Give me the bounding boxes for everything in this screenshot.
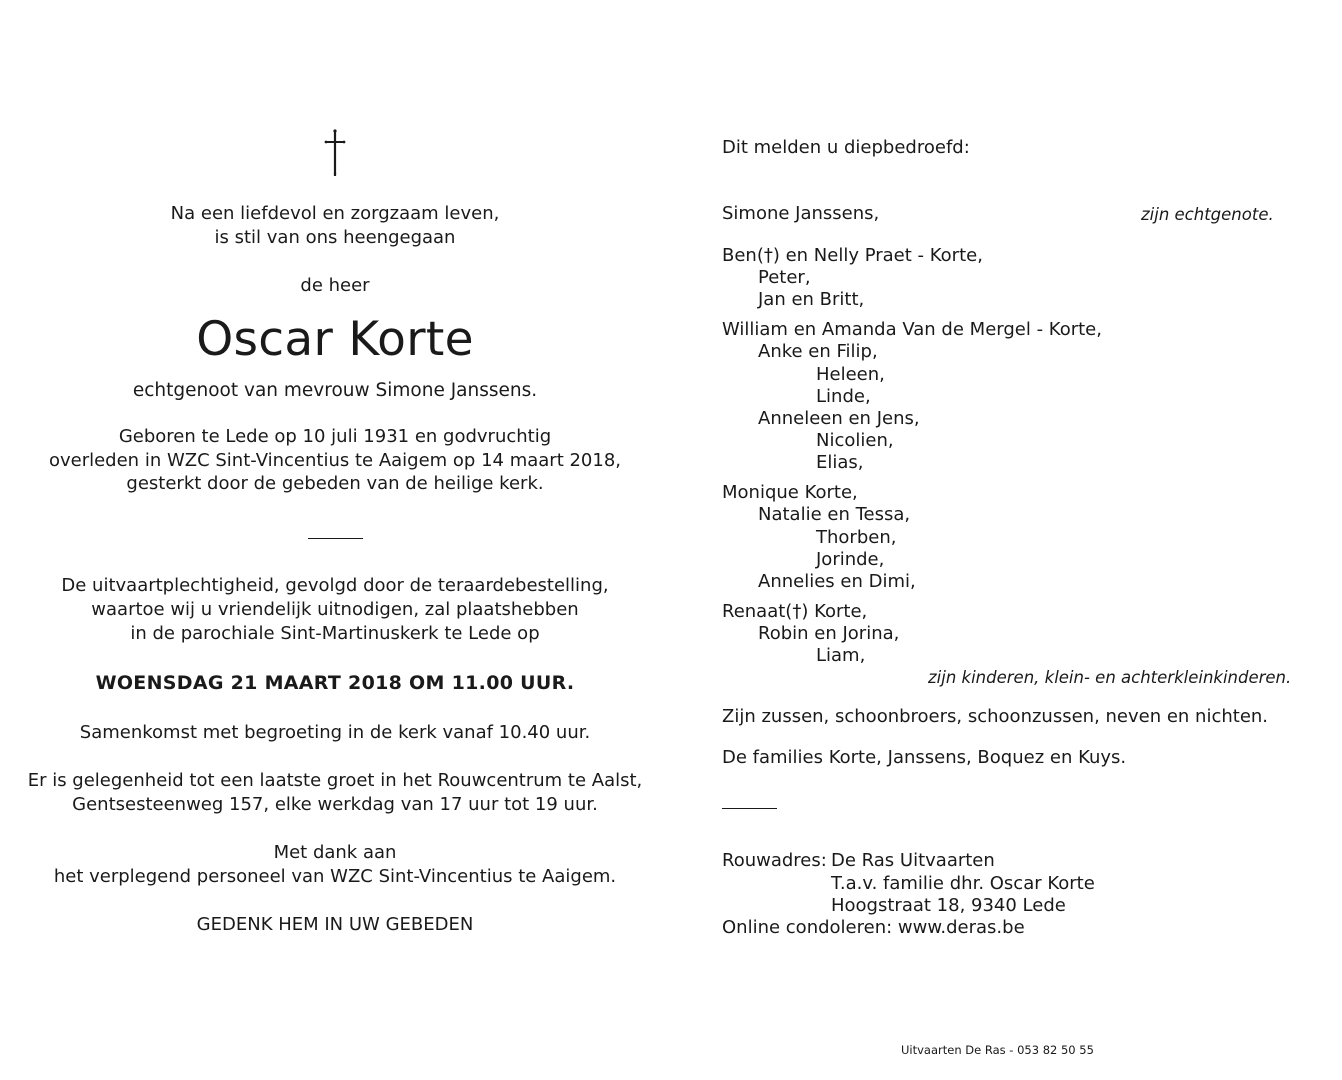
closing-line: GEDENK HEM IN UW GEBEDEN	[196, 914, 474, 935]
right-divider	[722, 808, 777, 809]
born-line-2: overleden in WZC Sint-Vincentius te Aaigem op 14 maart 2018,	[48, 450, 622, 471]
left-panel	[0, 0, 670, 1080]
intro-line-2: is stil van ons heengegaan	[214, 227, 456, 248]
children-role: zijn kinderen, klein- en achterkleinkinderen.	[928, 668, 1292, 687]
visit-line-2: Gentsesteenweg 157, elke werkdag van 17 uur tot 19 uur.	[72, 794, 598, 815]
family-line: Anke en Filip,	[758, 341, 878, 362]
divider-line	[308, 538, 363, 539]
family-line: Annelies en Dimi,	[758, 571, 916, 592]
address-line-1: De Ras Uitvaarten	[831, 850, 995, 871]
family-line: Monique Korte,	[722, 482, 858, 503]
intro-line-1: Na een liefdevol en zorgzaam leven,	[170, 203, 500, 224]
thanks-line-1: Met dank aan	[273, 842, 397, 863]
thanks-line-2: het verplegend personeel van WZC Sint-Vincentius te Aaigem.	[53, 866, 617, 887]
family-line: Nicolien,	[816, 430, 894, 451]
spouse-role: zijn echtgenote.	[1141, 205, 1274, 224]
family-line: Jan en Britt,	[758, 289, 865, 310]
family-line: William en Amanda Van de Mergel - Korte,	[722, 319, 1102, 340]
families-line: De families Korte, Janssens, Boquez en Kuys.	[722, 747, 1127, 768]
family-line: Natalie en Tessa,	[758, 504, 911, 525]
gathering-line: Samenkomst met begroeting in de kerk vanaf 10.40 uur.	[79, 722, 591, 743]
address-line-2: T.a.v. familie dhr. Oscar Korte	[831, 873, 1095, 894]
family-line: Ben(†) en Nelly Praet - Korte,	[722, 245, 983, 266]
cross-icon	[318, 128, 352, 180]
family-line: Renaat(†) Korte,	[722, 601, 868, 622]
visit-line-1: Er is gelegenheid tot een laatste groet in het Rouwcentrum te Aalst,	[27, 770, 643, 791]
family-line: Peter,	[758, 267, 811, 288]
family-line: Anneleen en Jens,	[758, 408, 920, 429]
deceased-name: Oscar Korte	[196, 312, 474, 367]
spouse-name: Simone Janssens,	[722, 203, 880, 224]
family-line: Liam,	[816, 645, 866, 666]
funeral-date: WOENSDAG 21 MAART 2018 OM 11.00 UUR.	[95, 672, 575, 694]
born-line-1: Geboren te Lede op 10 juli 1931 en godvruchtig	[118, 426, 552, 447]
footer-credit: Uitvaarten De Ras - 053 82 50 55	[901, 1043, 1094, 1057]
address-label: Rouwadres:	[722, 850, 827, 871]
family-line: Thorben,	[816, 527, 897, 548]
family-line: Jorinde,	[816, 549, 885, 570]
online-condolence: Online condoleren: www.deras.be	[722, 917, 1025, 938]
born-line-3: gesterkt door de gebeden van de heilige kerk.	[126, 473, 544, 494]
funeral-line-1: De uitvaartplechtigheid, gevolgd door de teraardebestelling,	[61, 575, 609, 596]
address-line-3: Hoogstraat 18, 9340 Lede	[831, 895, 1066, 916]
right-heading: Dit melden u diepbedroefd:	[722, 137, 970, 158]
funeral-line-2: waartoe wij u vriendelijk uitnodigen, zal plaatshebben	[91, 599, 579, 620]
family-line: Linde,	[816, 386, 871, 407]
siblings-line: Zijn zussen, schoonbroers, schoonzussen, neven en nichten.	[722, 706, 1269, 727]
funeral-line-3: in de parochiale Sint-Martinuskerk te Lede op	[130, 623, 540, 644]
family-line: Heleen,	[816, 364, 885, 385]
title-label: de heer	[300, 275, 370, 296]
spouse-line: echtgenoot van mevrouw Simone Janssens.	[132, 380, 538, 401]
family-line: Robin en Jorina,	[758, 623, 900, 644]
family-line: Elias,	[816, 452, 864, 473]
